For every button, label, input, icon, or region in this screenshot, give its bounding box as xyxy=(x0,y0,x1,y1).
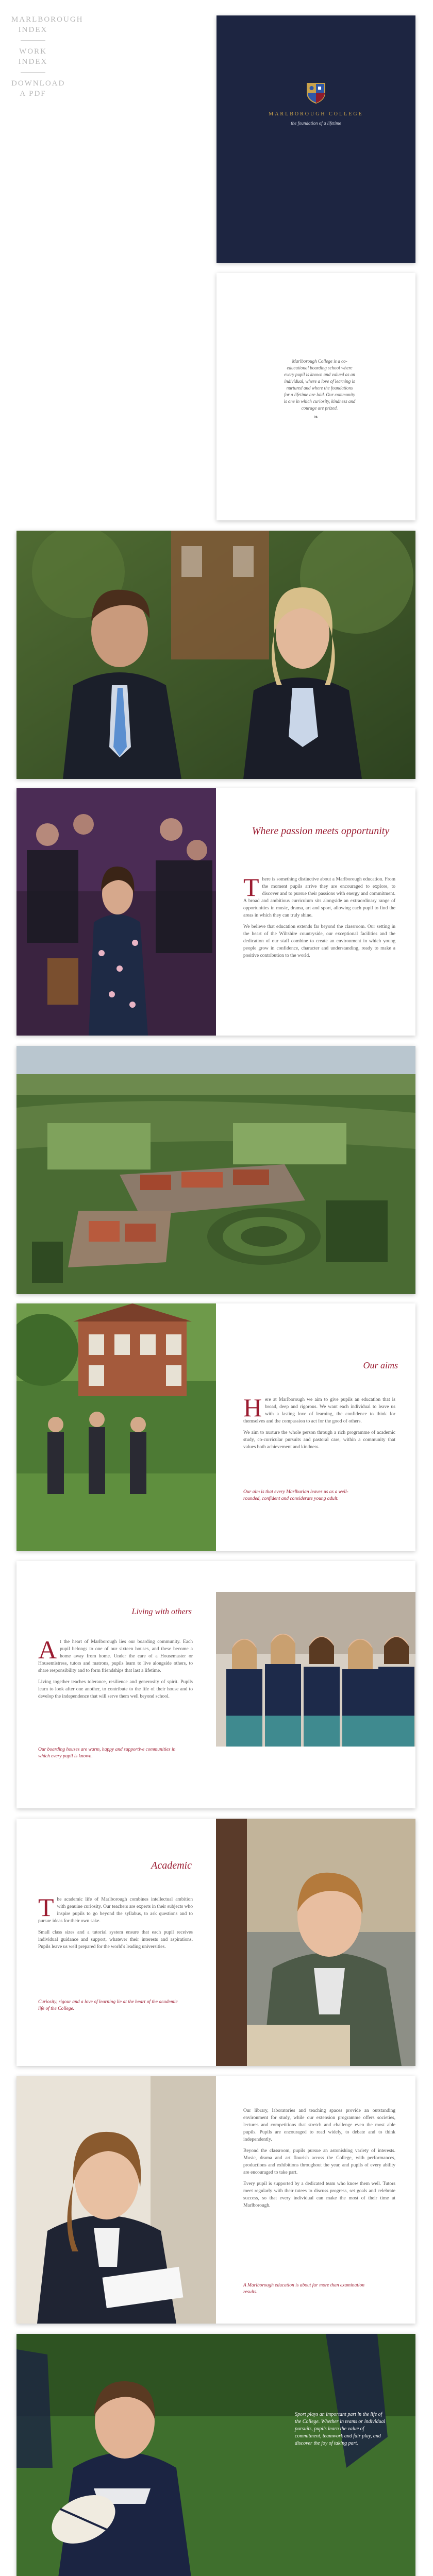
academic-dropcap: T xyxy=(38,1893,54,1922)
nav-work-line2: INDEX xyxy=(18,58,48,66)
aims-dropcap: H xyxy=(243,1393,262,1422)
passion-dropcap: T xyxy=(243,873,259,902)
cover-school-name: MARLBOROUGH COLLEGE xyxy=(269,111,363,117)
learning-spread xyxy=(16,2076,415,2324)
aims-para1: ere at Marlborough we aim to give pupils an education that is broad, deep and rigorous. We want each individual to leave us with a lasting love of learning, the confidence to think for themselves and the compassion to act for the good of others. xyxy=(243,1397,395,1424)
living-quote: Our boarding houses are warm, happy and supportive communities in which every pupil is known. xyxy=(38,1747,176,1759)
prefects-photo-spread xyxy=(16,531,415,779)
flourish-icon: ❧ xyxy=(313,413,319,420)
passion-spread xyxy=(16,788,415,1036)
aims-body xyxy=(243,1393,395,1451)
passion-para2: We believe that education extends far beyond the classroom. Our setting in the heart of the Wiltshire countryside, our exceptional facilities and the dedication of our staff combine to create an environment in which young people grow in confidence, character and understanding, ready to make a positive contribution to the world. xyxy=(243,924,395,958)
aims-title: Our aims xyxy=(363,1360,398,1370)
aims-spread xyxy=(16,1303,415,1551)
nav-divider xyxy=(21,72,45,73)
learning-para1: Our library, laboratories and teaching spaces provide an outstanding environment for study, while our extension programme offers societies, lectures and competitions that stretch and challenge even the most able pupils. Pupils are encouraged to read widely, to debate and to think independently. xyxy=(243,2108,395,2142)
cover-page xyxy=(216,15,415,263)
music-performance-photo xyxy=(16,788,216,1036)
living-para1: t the heart of Marlborough lies our boarding community. Each pupil belongs to one of our sixteen houses, and these become a home away from home. Under the care of a Housemaster or Housemistress, tutors and matrons, pupils learn to live alongside others, to share responsibility and to form friendships that last a lifetime. xyxy=(38,1639,193,1673)
nav-download-line2: A PDF xyxy=(20,90,46,98)
living-title: Living with others xyxy=(131,1607,192,1616)
academic-para2: Small class sizes and a tutorial system ensure that each pupil receives individual guidance and support, whatever their interests and aspirations. Pupils leave us well prepared for the world's leading universities. xyxy=(38,1930,193,1950)
cover-tagline: the foundation of a lifetime xyxy=(291,121,341,126)
pupil-studying-photo xyxy=(216,1819,415,2066)
living-spread xyxy=(16,1561,415,1808)
aims-para2: We aim to nurture the whole person through a rich programme of academic study, co-curricular pursuits and pastoral care, within a community that values both achievement and kindness. xyxy=(243,1430,395,1450)
learning-para3: Every pupil is supported by a dedicated team who know them well. Tutors meet regularly with their tutees to discuss progress, set goals and celebrate success, so that every individual can make the most of their time at Marlborough. xyxy=(243,2181,395,2208)
nav-work-index[interactable] xyxy=(11,46,55,67)
rugby-spread xyxy=(16,2334,415,2576)
passion-para1: here is something distinctive about a Marlborough education. From the moment pupils arrive they are encouraged to explore, to discover and to pursue their passions with energy and commitment. A broad and ambitious curriculum sits alongside an extraordinary range of opportunities in music, drama, art and sport, allowing each pupil to find the areas in which they can truly shine. xyxy=(243,877,395,918)
intro-page xyxy=(216,273,415,520)
academic-quote: Curiosity, rigour and a love of learning lie at the heart of the academic life of the College. xyxy=(38,1999,178,2011)
academic-para1: he academic life of Marlborough combines intellectual ambition with genuine curiosity. Our teachers are experts in their subjects who inspire pupils to go beyond the syllabus, to ask questions and to pursue ideas for their own sake. xyxy=(38,1897,193,1924)
nav-marlborough-index[interactable] xyxy=(11,14,84,35)
rugby-quote: Sport plays an important part in the life of the College. Whether in teams or individual pursuits, pupils learn the value of commitment, teamwork and fair play, and discover the joy of taking part. xyxy=(295,2412,386,2446)
learning-quote: A Marlborough education is about far more than examination results. xyxy=(243,2283,365,2295)
nav-work-line1: WORK xyxy=(19,47,47,56)
nav-divider xyxy=(21,40,45,41)
nav-download-pdf[interactable] xyxy=(11,78,65,99)
passion-title: Where passion meets opportunity xyxy=(252,825,390,837)
headmaster-garden-photo xyxy=(16,1303,216,1551)
smiling-pupil-photo xyxy=(16,2076,216,2324)
aims-quote: Our aim is that every Marlburian leaves us as a well-rounded, confident and considerate young adult. xyxy=(243,1489,348,1501)
learning-body xyxy=(243,2107,395,2209)
passion-body xyxy=(243,873,395,959)
rugby-match-photo xyxy=(16,2334,415,2576)
living-para2: Living together teaches tolerance, resilience and generosity of spirit. Pupils learn to look after one another, to contribute to the life of their house and to develop the independence that will serve them well beyond school. xyxy=(38,1680,193,1699)
nav-marlborough-line1: MARLBOROUGH xyxy=(11,15,84,24)
nav-download-line1: DOWNLOAD xyxy=(11,79,65,88)
nav-marlborough-line2: INDEX xyxy=(18,26,48,34)
academic-spread xyxy=(16,1819,415,2066)
living-body xyxy=(38,1635,193,1700)
pupils-group-photo xyxy=(216,1592,415,1747)
prefects-photo xyxy=(16,531,415,779)
campus-aerial-photo xyxy=(16,1046,415,1294)
intro-text: Marlborough College is a co-educational boarding school where every pupil is known and valued as an individual, where a love of learning is nurtured and where the foundations for a lifetime are laid. Our community is one in which curiosity, kindness and courage are prized. xyxy=(284,359,356,411)
learning-para2: Beyond the classroom, pupils pursue an astonishing variety of interests. Music, drama and art flourish across the College, with performances, productions and exhibitions throughout the year, and pupils of every ability are encouraged to take part. xyxy=(243,2148,395,2175)
academic-body xyxy=(38,1893,193,1951)
living-dropcap: A xyxy=(38,1635,57,1664)
campus-aerial-spread xyxy=(16,1046,415,1294)
academic-title: Academic xyxy=(151,1860,192,1871)
college-crest-icon xyxy=(305,81,327,104)
